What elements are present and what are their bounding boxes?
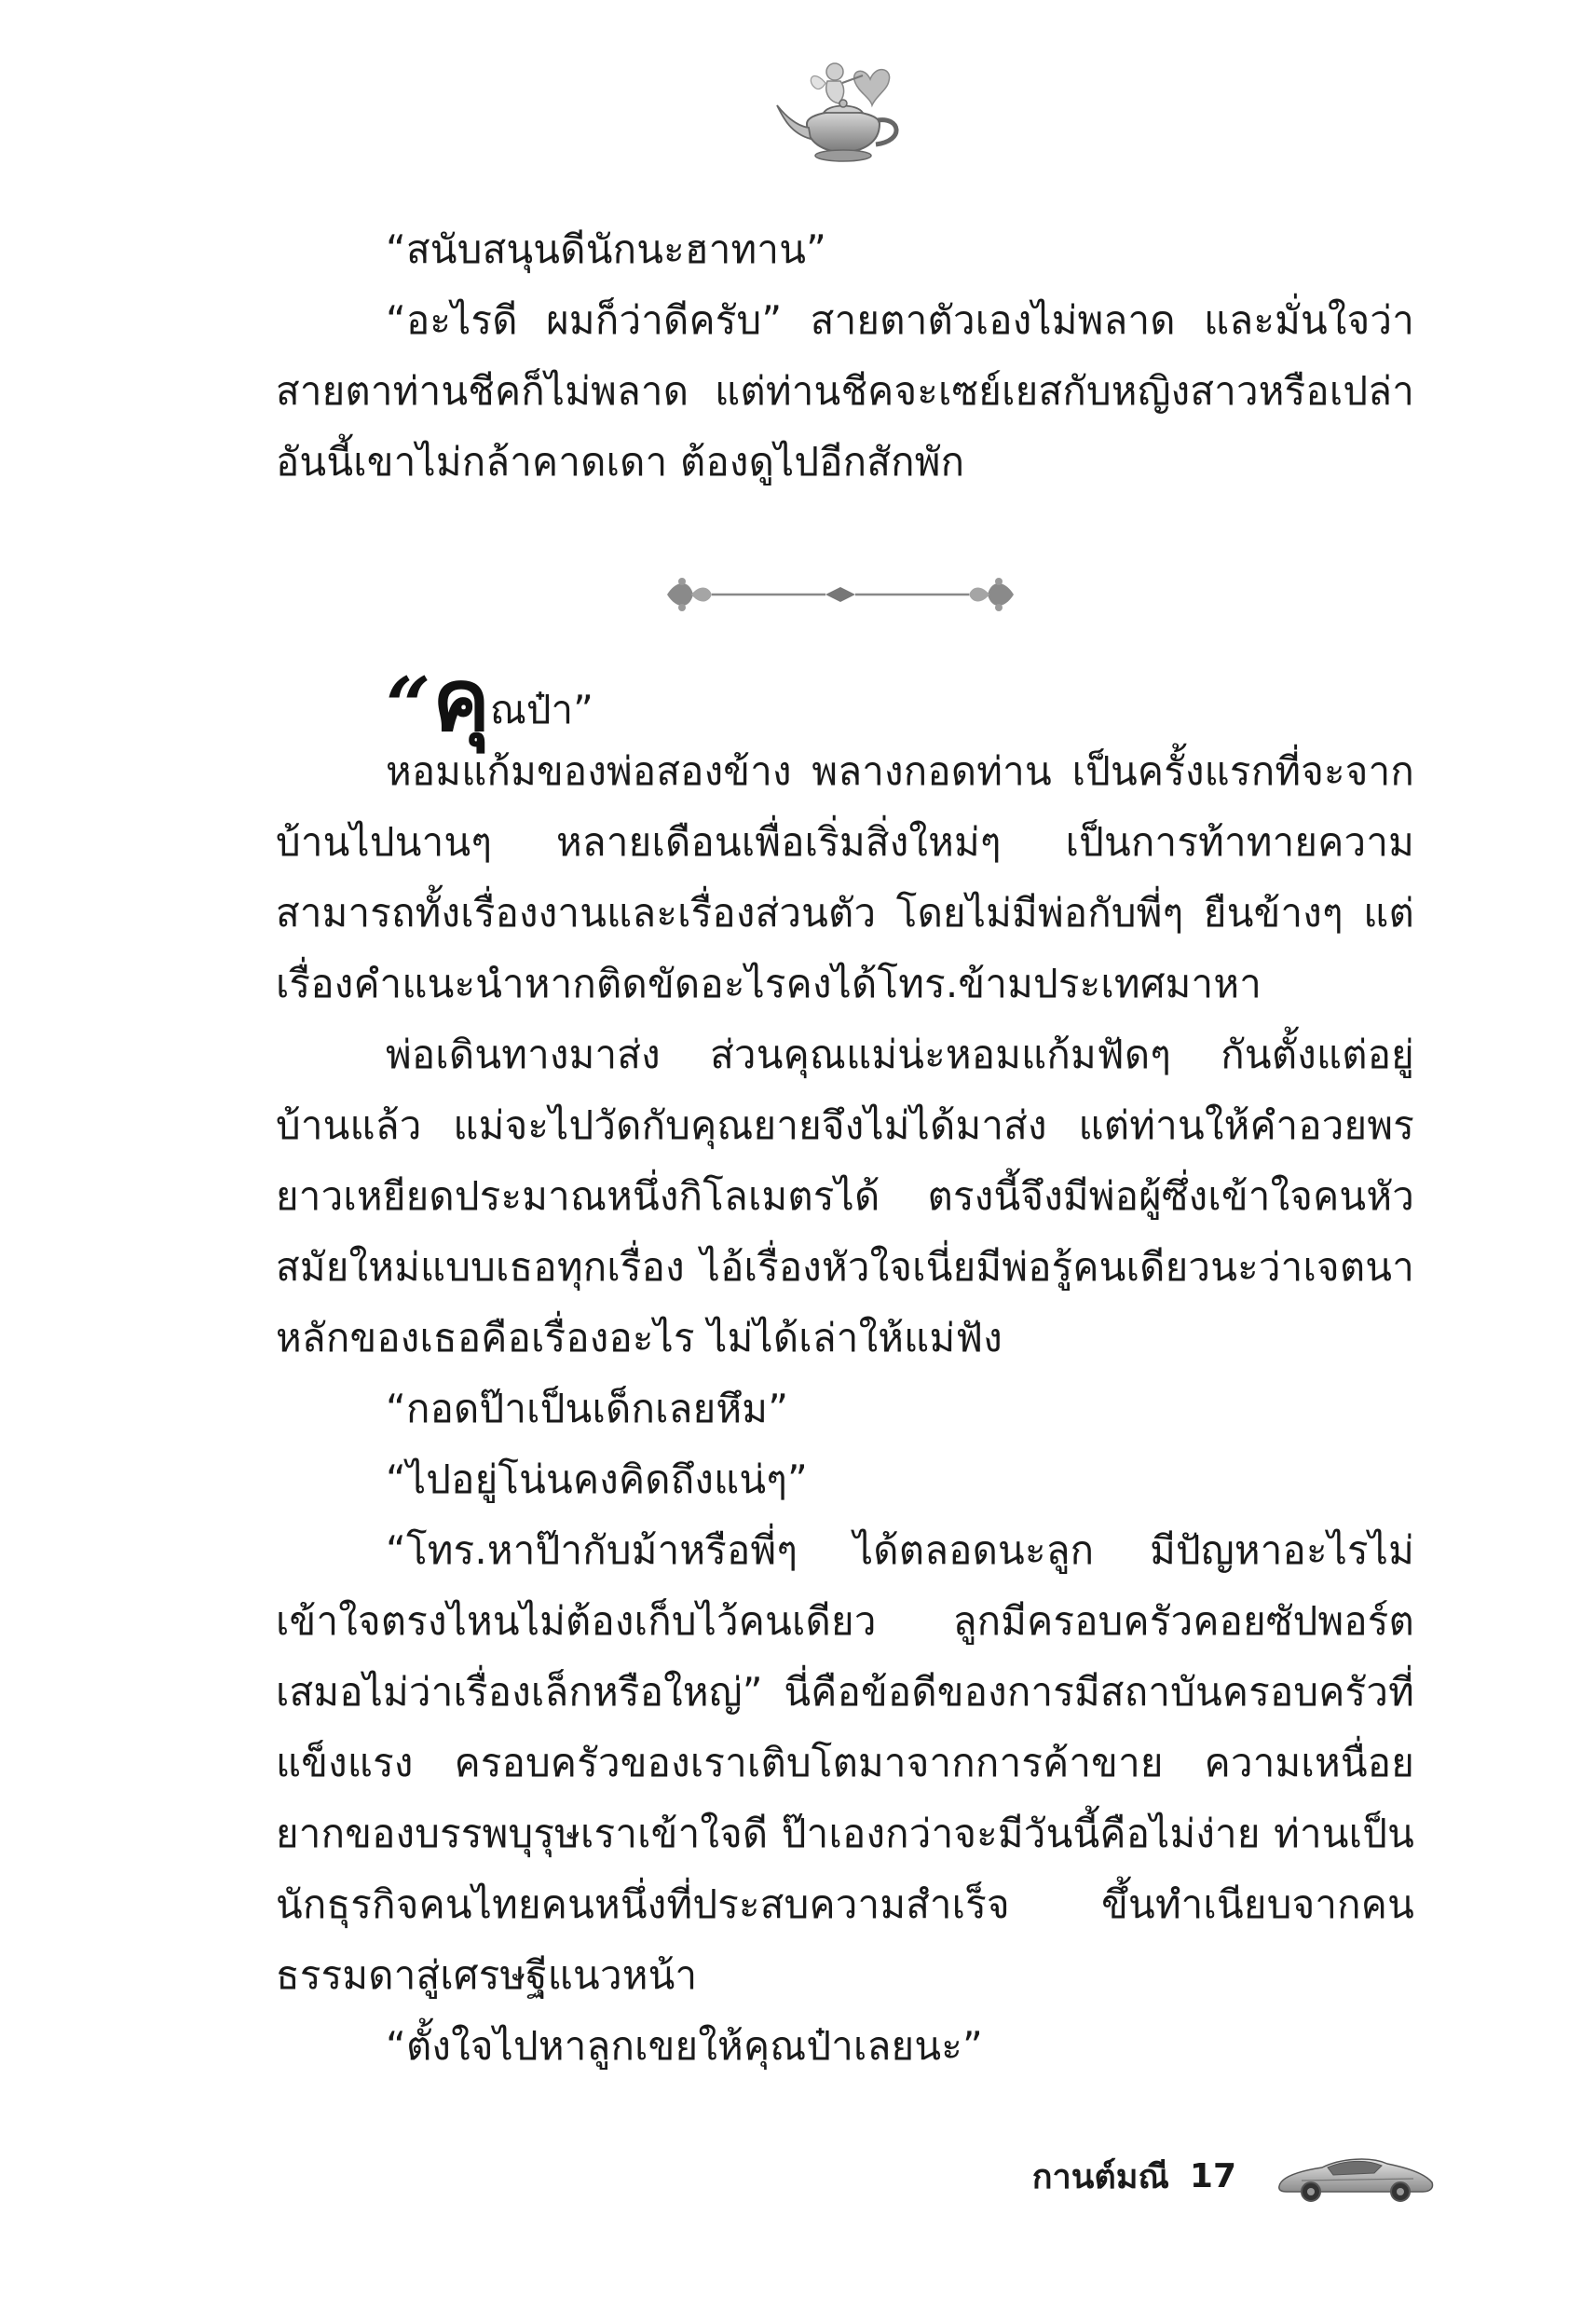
paragraph: “อะไรดี ผมก็ว่าดีครับ” สายตาตัวเองไม่พลาด และมั่นใจว่าสายตาท่านชีคก็ไม่พลาด แต่ท่านชีคจะเซย์เยสกับหญิงสาวหรือเปล่าอันนี้เขาไม่กล้าคาดเดา ต้องดูไปอีกสักพัก (276, 297, 1414, 485)
flourish-divider-icon (658, 567, 1023, 622)
paragraph: หอมแก้มของพ่อสองข้าง พลางกอดท่าน เป็นครั้งแรกที่จะจากบ้านไปนานๆ หลายเดือนเพื่อเริ่มสิ่งใหม่ๆ เป็นการท้าทายความสามารถทั้งเรื่องงานและเรื่องส่วนตัว โดยไม่มีพ่อกับพี่ๆ ยืนข้างๆ แต่เรื่องคำแนะนำหากติดขัดอะไรคงได้โทร.ข้ามประเทศมาหา (276, 748, 1414, 1006)
paragraph: “ตั้งใจไปหาลูกเขยให้คุณป๋าเลยนะ” (386, 2023, 983, 2069)
teapot-cupid-icon (770, 51, 919, 168)
page-number: 17 (1189, 2156, 1236, 2195)
dropcap-letter: คุ (432, 650, 490, 750)
sports-car-icon (1274, 2147, 1438, 2205)
page-footer (1032, 2139, 1438, 2213)
paragraph: พ่อเดินทางมาส่ง ส่วนคุณแม่น่ะหอมแก้มฟัดๆ กันตั้งแต่อยู่บ้านแล้ว แม่จะไปวัดกับคุณยายจึงไม่ได้มาส่ง แต่ท่านให้คำอวยพรยาวเหยียดประมาณหนึ่งกิโลเมตรได้ ตรงนี้จึงมีพ่อผู้ซึ่งเข้าใจคนหัวสมัยใหม่แบบเธอทุกเรื่อง ไอ้เรื่องหัวใจเนี่ยมีพ่อรู้คนเดียวนะว่าเจตนาหลักของเธอคือเรื่องอะไร ไม่ได้เล่าให้แม่ฟัง (276, 1032, 1414, 1361)
chapter-opening (386, 643, 593, 752)
paragraph: “ไปอยู่โน่นคงคิดถึงแน่ๆ” (386, 1456, 808, 1502)
dropcap-rest: ณป๋า” (489, 687, 593, 732)
paragraph: “สนับสนุนดีนักนะฮาทาน” (386, 226, 827, 272)
dropcap-quote: “ (386, 660, 431, 752)
text-section-1 (276, 214, 1414, 498)
text-section-2 (276, 736, 1414, 2082)
paragraph: “โทร.หาป๊ากับม้าหรือพี่ๆ ได้ตลอดนะลูก มีปัญหาอะไรไม่เข้าใจตรงไหนไม่ต้องเก็บไว้คนเดียว ลูกมีครอบครัวคอยซัปพอร์ตเสมอไม่ว่าเรื่องเล็กหรือใหญ่” นี่คือข้อดีของการมีสถาบันครอบครัวที่แข็งแรง ครอบครัวของเราเติบโตมาจากการค้าขาย ความเหนื่อยยากของบรรพบุรุษเราเข้าใจดี ป๊าเองกว่าจะมีวันนี้คือไม่ง่าย ท่านเป็นนักธุรกิจคนไทยคนหนึ่งที่ประสบความสำเร็จ ขึ้นทำเนียบจากคนธรรมดาสู่เศรษฐีแนวหน้า (276, 1527, 1414, 1998)
paragraph: “กอดป๊าเป็นเด็กเลยหึม” (386, 1386, 789, 1431)
book-title: กานต์มณี (1031, 2157, 1169, 2196)
